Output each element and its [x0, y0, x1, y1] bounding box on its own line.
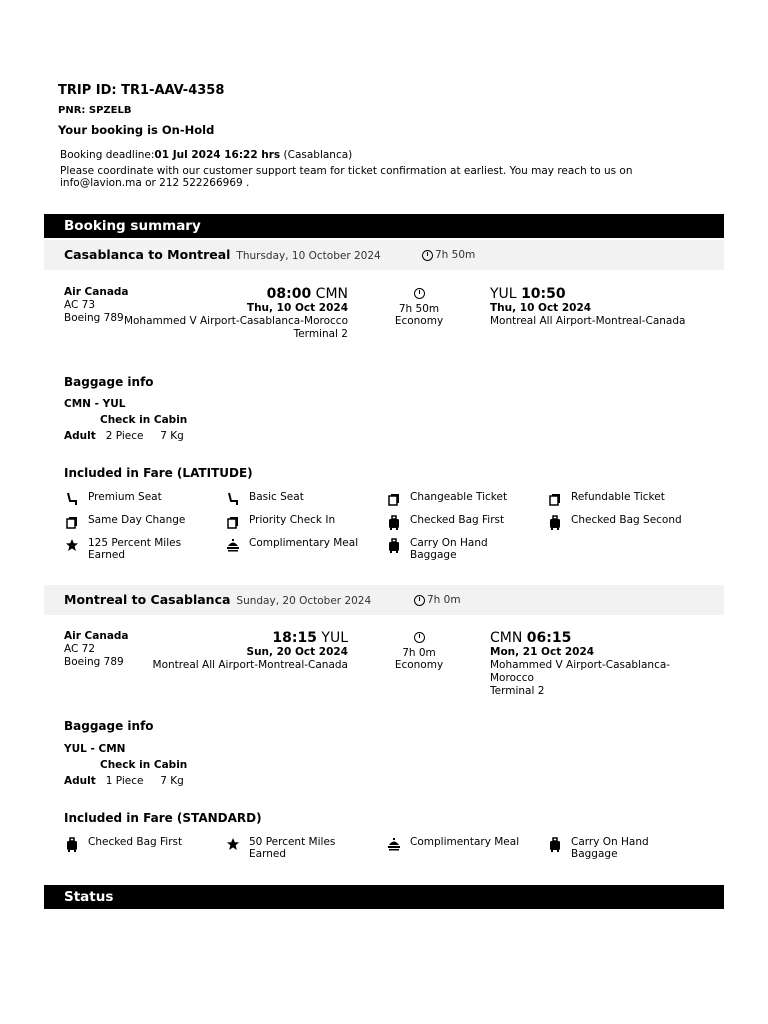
route-title: Casablanca to Montreal: [64, 247, 231, 262]
fare-feature-label: Complimentary Meal: [410, 836, 520, 848]
clock-icon: [414, 595, 425, 606]
fare-feature: [64, 491, 214, 507]
deadline-value: 01 Jul 2024 16:22 hrs: [154, 149, 281, 161]
seat-icon: [225, 491, 241, 507]
ticket-icon: [386, 491, 402, 507]
fare-feature-label: Carry On Hand Baggage: [571, 836, 649, 860]
fare-feature: [225, 836, 375, 860]
fare-feature: [386, 491, 536, 507]
clock-icon: [422, 250, 433, 261]
pnr: PNR: SPZELB: [58, 105, 132, 116]
seat-icon: [64, 491, 80, 507]
fare-feature-label: 125 Percent Miles Earned: [88, 537, 182, 561]
clock-icon: [414, 632, 425, 643]
luggage-icon: [547, 514, 563, 530]
route-date: Thursday, 10 October 2024: [236, 250, 381, 262]
fare-feature-label: Complimentary Meal: [249, 537, 359, 549]
ticket-icon: [64, 514, 80, 530]
support-note: Please coordinate with our customer support team for ticket confirmation at earliest. You may reach to us on info@lavion.ma or 212 522266969 .: [60, 165, 633, 189]
booking-summary-header: Booking summary: [44, 214, 724, 238]
meal-icon: [386, 836, 402, 852]
fare-feature-label: Basic Seat: [249, 491, 304, 503]
star-icon: [64, 537, 80, 553]
fare-title: Included in Fare (STANDARD): [64, 811, 262, 825]
fare-feature-label: 50 Percent Miles Earned: [249, 836, 336, 860]
fare-feature: [547, 514, 697, 530]
fare-feature: [386, 537, 536, 561]
fare-feature: [225, 514, 375, 530]
clock-icon: [414, 288, 425, 299]
ticket-icon: [225, 514, 241, 530]
luggage-icon: [386, 537, 402, 553]
baggage-info: CMN - YUL Check in Cabin Adult 2 Piece 7 Kg: [64, 398, 188, 442]
fare-feature-label: Checked Bag Second: [571, 514, 682, 526]
flight-duration: 7h 0m Economy: [394, 632, 444, 671]
trip-id: TRIP ID: TR1-AAV-4358: [58, 83, 225, 98]
fare-feature: [225, 537, 375, 553]
fare-title: Included in Fare (LATITUDE): [64, 466, 253, 480]
fare-feature: [386, 836, 536, 852]
route-date: Sunday, 20 October 2024: [236, 595, 372, 607]
meal-icon: [225, 537, 241, 553]
booking-deadline: Booking deadline:01 Jul 2024 16:22 hrs (Casablanca): [60, 149, 353, 161]
flight-duration: 7h 50m Economy: [394, 288, 444, 327]
departure-info: 18:15 YUL Sun, 20 Oct 2024 Montreal All Airport-Montreal-Canada: [152, 630, 348, 671]
fare-feature-label: Premium Seat: [88, 491, 162, 503]
route-bar-outbound: [44, 240, 724, 270]
route-title: Montreal to Casablanca: [64, 592, 231, 607]
fare-feature-label: Same Day Change: [88, 514, 186, 526]
fare-feature: [547, 836, 697, 860]
route-duration: 7h 0m: [414, 585, 461, 615]
arrival-info: YUL 10:50 Thu, 10 Oct 2024 Montreal All Airport-Montreal-Canada: [490, 286, 686, 327]
fare-feature: [547, 491, 697, 507]
booking-header: [58, 82, 708, 138]
luggage-icon: [547, 836, 563, 852]
fare-feature-label: Checked Bag First: [410, 514, 505, 526]
airline-info: Air Canada AC 72 Boeing 789: [64, 630, 129, 668]
baggage-info-title: Baggage info: [64, 375, 154, 389]
fare-feature: [386, 514, 536, 530]
ticket-icon: [547, 491, 563, 507]
departure-info: 08:00 CMN Thu, 10 Oct 2024 Mohammed V Airport-Casablanca-Morocco Terminal 2: [123, 286, 348, 340]
fare-feature: [225, 491, 375, 507]
arrival-info: CMN 06:15 Mon, 21 Oct 2024 Mohammed V Airport-Casablanca-Morocco Terminal 2: [490, 630, 671, 697]
booking-status: Your booking is On-Hold: [58, 123, 215, 137]
star-icon: [225, 836, 241, 852]
fare-feature: [64, 537, 214, 561]
baggage-info-title: Baggage info: [64, 719, 154, 733]
route-duration: 7h 50m: [422, 240, 475, 270]
fare-feature-label: Priority Check In: [249, 514, 336, 526]
luggage-icon: [64, 836, 80, 852]
fare-feature-label: Changeable Ticket: [410, 491, 508, 503]
fare-feature: [64, 514, 214, 530]
route-bar-inbound: [44, 585, 724, 615]
fare-feature-label: Carry On Hand Baggage: [410, 537, 488, 561]
status-header: Status: [44, 885, 724, 909]
fare-feature-label: Checked Bag First: [88, 836, 183, 848]
baggage-info: YUL - CMN Check in Cabin Adult 1 Piece 7 Kg: [64, 743, 188, 787]
airline-info: Air Canada AC 73 Boeing 789: [64, 286, 129, 324]
fare-feature: [64, 836, 214, 852]
luggage-icon: [386, 514, 402, 530]
fare-feature-label: Refundable Ticket: [571, 491, 665, 503]
